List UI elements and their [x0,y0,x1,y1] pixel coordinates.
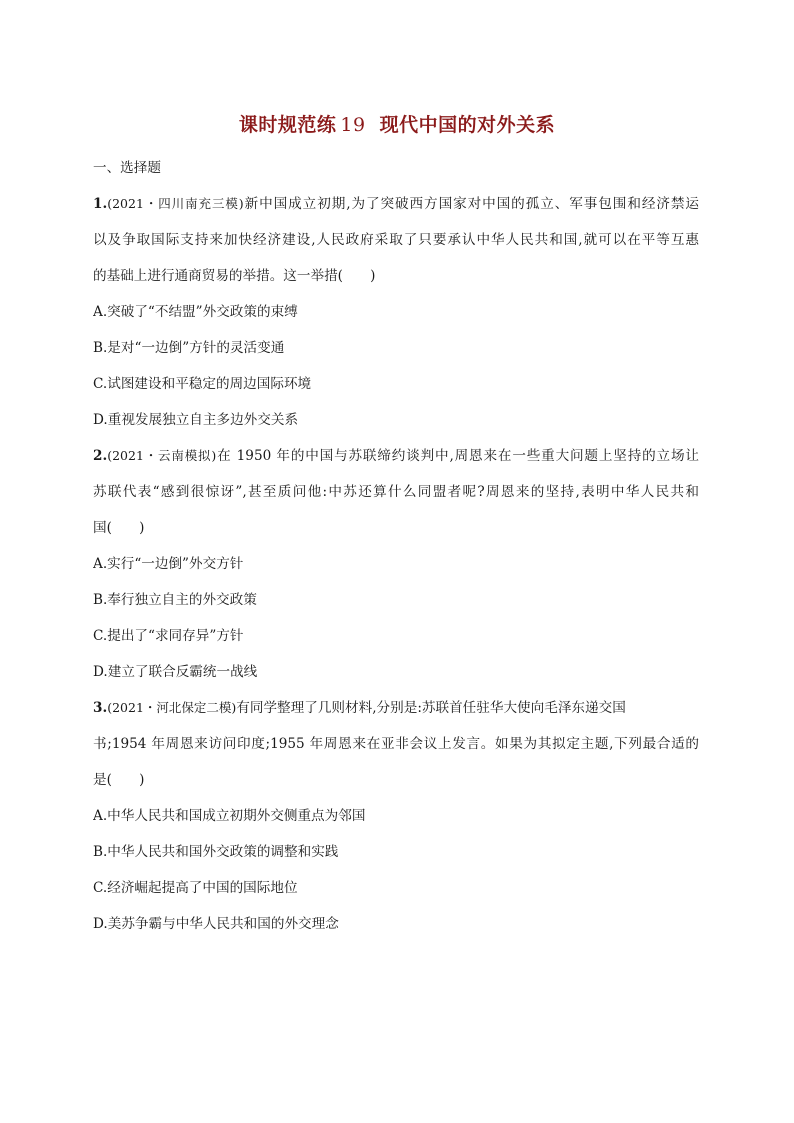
question-text: 新中国成立初期,为了突破西方国家对中国的孤立、军事包围和经济禁运 [243,196,699,212]
option-a: A.实行“一边倒”外交方针 [93,556,244,572]
question-1-line-1 [93,186,699,222]
title-subject: 现代中国的对外关系 [379,114,556,136]
question-source: (2021・云南模拟) [107,448,217,463]
option-a: A.突破了“不结盟”外交政策的束缚 [93,304,298,320]
title-number: 19 [340,114,366,136]
question-2 [93,438,699,690]
option-c: C.提出了“求同存异”方针 [93,628,244,644]
option-b: B.中华人民共和国外交政策的调整和实践 [93,844,339,860]
question-text: 是( ) [93,772,145,788]
question-text: 的基础上进行通商贸易的举措。这一举措( ) [93,268,376,284]
question-3-line-1 [93,690,699,726]
question-1 [93,186,699,438]
option-a: A.中华人民共和国成立初期外交侧重点为邻国 [93,808,366,824]
option-c: C.经济崛起提高了中国的国际地位 [93,880,298,896]
question-source: (2021・河北保定二模) [107,700,237,715]
question-text: 在 1950 年的中国与苏联缔约谈判中,周恩来在一些重大问题上坚持的立场让 [216,448,699,464]
section-heading: 一、选择题 [93,160,161,176]
question-number: 2. [93,448,108,464]
question-text: 苏联代表“感到很惊讶”,甚至质问他:中苏还算什么同盟者呢?周恩来的坚持,表明中华人民共和 [93,484,699,500]
question-number: 3. [93,700,108,716]
option-d: D.重视发展独立自主多边外交关系 [93,412,299,428]
question-text: 以及争取国际支持来加快经济建设,人民政府采取了只要承认中华人民共和国,就可以在平等互惠 [93,232,699,248]
question-text: 国( ) [93,520,145,536]
question-text: 有同学整理了几则材料,分别是:苏联首任驻华大使向毛泽东递交国 [236,700,626,716]
option-b: B.奉行独立自主的外交政策 [93,592,257,608]
question-source: (2021・四川南充三模) [107,196,244,211]
option-d: D.建立了联合反霸统一战线 [93,664,258,680]
document-body [93,150,699,942]
page-title [0,110,794,137]
option-b: B.是对“一边倒”方针的灵活变通 [93,340,285,356]
question-2-line-1 [93,438,699,474]
question-number: 1. [93,196,108,212]
option-c: C.试图建设和平稳定的周边国际环境 [93,376,312,392]
title-main: 课时规范练 [238,114,337,136]
question-text: 书;1954 年周恩来访问印度;1955 年周恩来在亚非会议上发言。如果为其拟定主题,下列最合适的 [93,736,699,752]
option-d: D.美苏争霸与中华人民共和国的外交理念 [93,916,339,932]
question-3 [93,690,699,942]
